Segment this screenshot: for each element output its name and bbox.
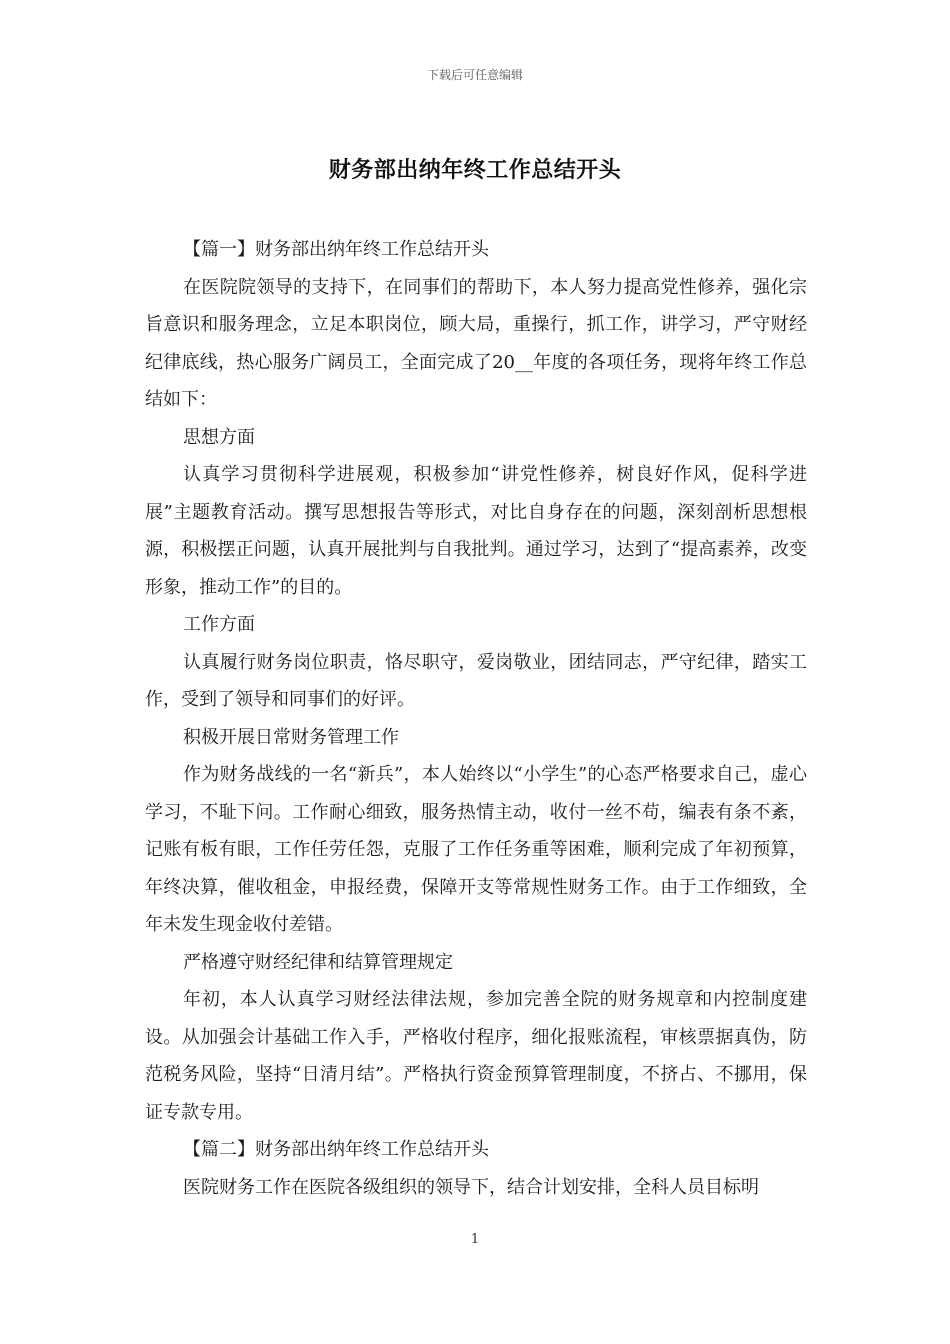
- paragraph-daily-management: 作为财务战线的一名“新兵”，本人始终以“小学生”的心态严格要求自己，虚心学习，不耻下问。工作耐心细致，服务热情主动，收付一丝不苟，编表有条不紊，记账有板有眼，工作任劳任怨，克服了工作任务重等困难，顺利完成了年初预算，年终决算，催收租金，申报经费，保障开支等常规性财务工作。由于工作细致，全年未发生现金收付差错。: [145, 764, 807, 935]
- section-heading-part1: 【篇一】财务部出纳年终工作总结开头: [183, 239, 489, 260]
- subheading-discipline: 严格遵守财经纪律和结算管理规定: [183, 951, 453, 973]
- paragraph-work: 认真履行财务岗位职责，恪尽职守，爱岗敬业，团结同志，严守纪律，踏实工作，受到了领导和同事们的好评。: [145, 651, 807, 710]
- document-title: 财务部出纳年终工作总结开头: [328, 158, 622, 183]
- page-number: 1: [470, 1232, 480, 1247]
- paragraph-intro: 在医院院领导的支持下，在同事们的帮助下，本人努力提高党性修养，强化宗旨意识和服务理念，立足本职岗位，顾大局，重操行，抓工作，讲学习，严守财经纪律底线，热心服务广阔员工，全面完成了20__年度的各项任务，现将年终工作总结如下：: [145, 276, 807, 410]
- document-body: [145, 231, 807, 1206]
- subheading-work: 工作方面: [183, 614, 255, 635]
- section-heading-part2: 【篇二】财务部出纳年终工作总结开头: [183, 1139, 489, 1160]
- subheading-daily-management: 积极开展日常财务管理工作: [183, 726, 399, 748]
- subheading-thought: 思想方面: [183, 426, 255, 448]
- page-header-note: 下载后可任意编辑: [426, 68, 523, 82]
- paragraph-part2-start: 医院财务工作在医院各级组织的领导下，结合计划安排，全科人员目标明: [183, 1176, 759, 1198]
- paragraph-discipline: 年初，本人认真学习财经法律法规，参加完善全院的财务规章和内控制度建设。从加强会计基础工作入手，严格收付程序，细化报账流程，审核票据真伪，防范税务风险，坚持“日清月结”。严格执行资金预算管理制度，不挤占、不挪用，保证专款专用。: [145, 989, 807, 1123]
- paragraph-thought: 认真学习贯彻科学进展观，积极参加“讲党性修养，树良好作风，促科学进展”主题教育活动。撰写思想报告等形式，对比自身存在的问题，深刻剖析思想根源，积极摆正问题，认真开展批判与自我批判。通过学习，达到了“提高素养，改变形象，推动工作”的目的。: [145, 464, 807, 598]
